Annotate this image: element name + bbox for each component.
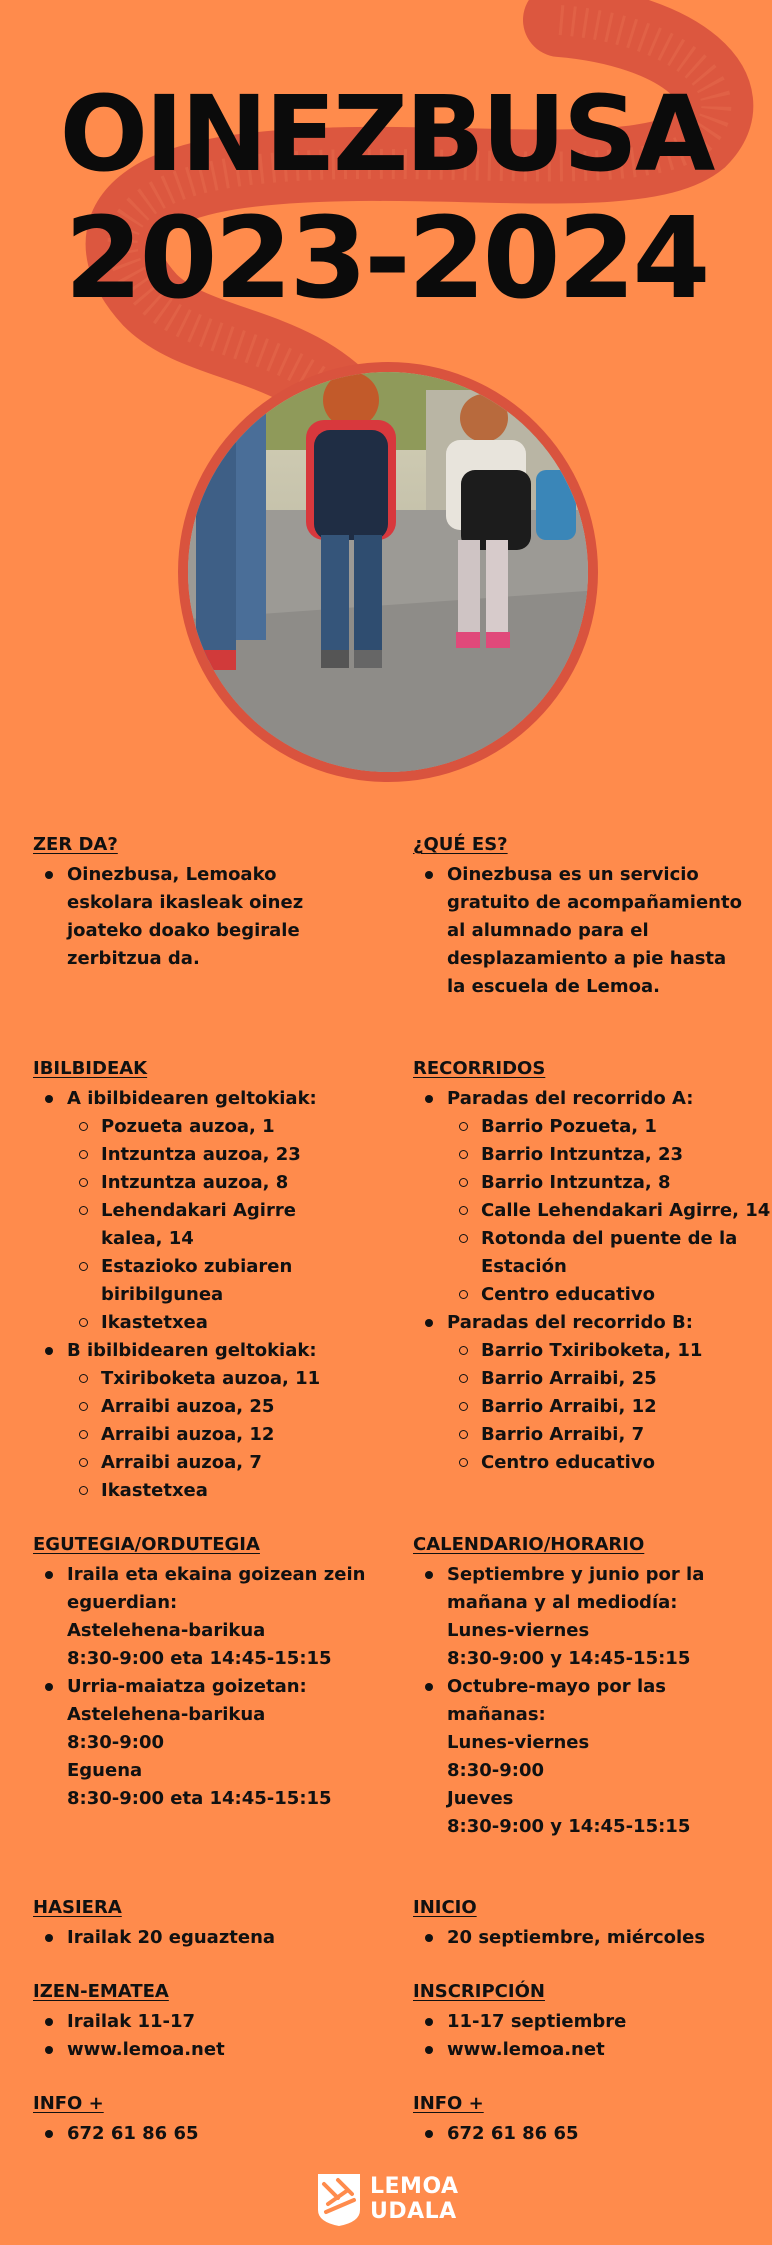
list-item — [413, 1085, 772, 1309]
route-a-label: Paradas del recorrido A: — [447, 1088, 694, 1109]
logo-line-2: UDALA — [370, 2199, 457, 2224]
schedule-line: Astelehena-barikua — [67, 1620, 266, 1641]
section-ibilbideak — [33, 1058, 393, 1505]
list-item: Calle Lehendakari Agirre, 14 — [447, 1197, 771, 1225]
heading-que-es: ¿QUÉ ES? — [413, 834, 508, 855]
children-walking-photo — [176, 360, 600, 784]
schedule-line: 8:30-9:00 eta 14:45-15:15 — [67, 1648, 332, 1669]
schedule-line: Lunes-viernes — [447, 1732, 590, 1753]
logo-line-1: LEMOA — [370, 2174, 459, 2199]
list-item: Barrio Pozueta, 1 — [447, 1113, 772, 1141]
section-recorridos — [413, 1058, 772, 1477]
section-info-es — [413, 2093, 772, 2148]
list-item: Estazioko zubiaren biribilgunea — [67, 1253, 321, 1309]
list-item: Oinezbusa, Lemoako eskolara ikasleak oinez joateko doako begirale zerbitzua da. — [33, 861, 327, 973]
heading-info: INFO + — [413, 2093, 484, 2114]
list-item: Barrio Arraibi, 12 — [447, 1393, 772, 1421]
list-item: Barrio Intzuntza, 8 — [447, 1169, 772, 1197]
list-item — [33, 1561, 367, 1673]
list-item: Irailak 11-17 — [33, 2008, 393, 2036]
list-item: Barrio Intzuntza, 23 — [447, 1141, 772, 1169]
list-item: 11-17 septiembre — [413, 2008, 772, 2036]
list-item — [33, 1085, 393, 1337]
schedule-line: Iraila eta ekaina goizean zein eguerdian: — [67, 1564, 366, 1613]
section-inscripcion — [413, 1981, 772, 2064]
title-line-1: OINEZBUSA — [59, 73, 713, 195]
schedule-line: Urria-maiatza goizetan: — [67, 1676, 307, 1697]
route-a-label: A ibilbidearen geltokiak: — [67, 1088, 317, 1109]
heading-izen-ematea: IZEN-EMATEA — [33, 1981, 169, 2002]
section-calendario — [413, 1534, 772, 1841]
schedule-line: 8:30-9:00 y 14:45-15:15 — [447, 1648, 691, 1669]
heading-inicio: INICIO — [413, 1897, 477, 1918]
list-item — [33, 1673, 367, 1813]
heading-inscripcion: INSCRIPCIÓN — [413, 1981, 545, 2002]
list-item: Ikastetxea — [67, 1309, 393, 1337]
schedule-line: Astelehena-barikua — [67, 1704, 266, 1725]
heading-recorridos: RECORRIDOS — [413, 1058, 546, 1079]
list-item: Arraibi auzoa, 25 — [67, 1393, 393, 1421]
list-item — [413, 1309, 772, 1477]
list-item: Centro educativo — [447, 1449, 772, 1477]
section-inicio — [413, 1897, 772, 1952]
website-link[interactable]: www.lemoa.net — [33, 2036, 393, 2064]
list-item: Arraibi auzoa, 12 — [67, 1421, 393, 1449]
list-item — [33, 1337, 393, 1505]
list-item: Centro educativo — [447, 1281, 772, 1309]
list-item: Intzuntza auzoa, 8 — [67, 1169, 393, 1197]
schedule-line: 8:30-9:00 — [67, 1732, 165, 1753]
heading-zer-da: ZER DA? — [33, 834, 118, 855]
list-item — [413, 1561, 747, 1673]
phone-number[interactable]: 672 61 86 65 — [33, 2120, 393, 2148]
list-item: Arraibi auzoa, 7 — [67, 1449, 393, 1477]
schedule-line: Septiembre y junio por la mañana y al mediodía: — [447, 1564, 705, 1613]
schedule-line: 8:30-9:00 — [447, 1760, 545, 1781]
section-info — [33, 2093, 393, 2148]
list-item: Txiriboketa auzoa, 11 — [67, 1365, 393, 1393]
list-item: Barrio Txiriboketa, 11 — [447, 1337, 772, 1365]
section-que-es — [413, 834, 772, 1001]
schedule-line: Lunes-viernes — [447, 1620, 590, 1641]
heading-ibilbideak: IBILBIDEAK — [33, 1058, 148, 1079]
route-b-label: Paradas del recorrido B: — [447, 1312, 693, 1333]
list-item: 20 septiembre, miércoles — [413, 1924, 772, 1952]
list-item — [413, 1673, 747, 1841]
section-egutegia — [33, 1534, 393, 1813]
phone-number[interactable]: 672 61 86 65 — [413, 2120, 772, 2148]
list-item: Pozueta auzoa, 1 — [67, 1113, 393, 1141]
route-b-label: B ibilbidearen geltokiak: — [67, 1340, 317, 1361]
logo-text — [370, 2174, 459, 2224]
section-hasiera — [33, 1897, 393, 1952]
title-line-2: 2023-2024 — [64, 194, 708, 324]
list-item: Barrio Arraibi, 7 — [447, 1421, 772, 1449]
schedule-line: 8:30-9:00 y 14:45-15:15 — [447, 1816, 691, 1837]
website-link[interactable]: www.lemoa.net — [413, 2036, 772, 2064]
list-item: Irailak 20 eguaztena — [33, 1924, 393, 1952]
heading-info: INFO + — [33, 2093, 104, 2114]
schedule-line: Octubre-mayo por las mañanas: — [447, 1676, 666, 1725]
schedule-line: 8:30-9:00 eta 14:45-15:15 — [67, 1788, 332, 1809]
schedule-line: Eguena — [67, 1760, 143, 1781]
schedule-line: Jueves — [447, 1788, 514, 1809]
list-item: Oinezbusa es un servicio gratuito de acompañamiento al alumnado para el desplazamiento a pie hasta la escuela de Lemoa. — [413, 861, 747, 1001]
list-item: Barrio Arraibi, 25 — [447, 1365, 772, 1393]
list-item: Rotonda del puente de la Estación — [447, 1225, 771, 1281]
section-izen-ematea — [33, 1981, 393, 2064]
lemoa-udala-logo — [314, 2170, 474, 2228]
heading-egutegia: EGUTEGIA/ORDUTEGIA — [33, 1534, 260, 1555]
list-item: Lehendakari Agirre kalea, 14 — [67, 1197, 321, 1253]
list-item: Intzuntza auzoa, 23 — [67, 1141, 393, 1169]
list-item: Ikastetxea — [67, 1477, 393, 1505]
heading-hasiera: HASIERA — [33, 1897, 122, 1918]
section-zer-da — [33, 834, 393, 973]
heading-calendario: CALENDARIO/HORARIO — [413, 1534, 645, 1555]
lemoa-emblem-icon — [314, 2170, 364, 2228]
